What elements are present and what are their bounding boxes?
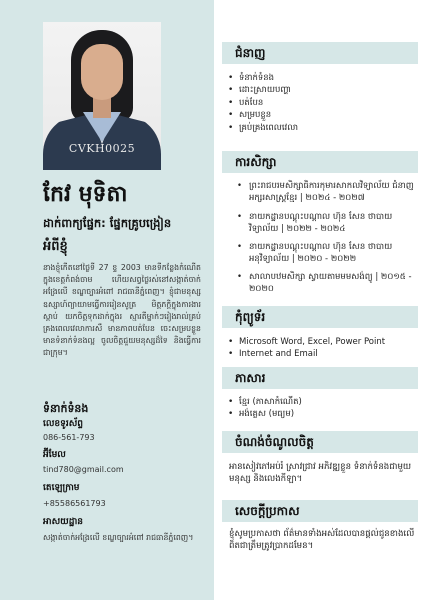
skills-heading: ជំនាញ [222, 42, 418, 64]
list-item: • សម្របខ្លួន [227, 109, 417, 121]
education-heading: ការសិក្សា [222, 151, 418, 173]
profile-photo [43, 22, 161, 170]
education-item: • សាលាបឋមសិក្សា ស្វាយតាមមមសង់ព្យូ | ២០១៥ - ២០២០ [237, 271, 415, 295]
list-item: • ទំនាក់ទំនង [227, 72, 417, 84]
list-item: • ខ្មែរ (ភាសាកំណើត) [227, 396, 417, 408]
education-item: • នាយកដ្ឋានបណ្តុះបណ្តាល ហ៊ុន សែន ថាបាយ អនុវិទ្យាល័យ | ២០២០ - ២០២២ [237, 241, 415, 265]
about-heading: អំពីខ្ញុំ [43, 239, 68, 254]
education-item: • ព្រះរាជបរមសិក្សាធិការកុមារសាកលវិទ្យាល័យ ជំនាញអក្សរសាស្ត្រខ្មែរ | ២០២៤ - ២០២៧ [237, 180, 415, 204]
education-item: • នាយកដ្ឋានបណ្តុះបណ្តាល ហ៊ុន សែន ថាបាយ វិទ្យាល័យ | ២០២២ - ២០២៤ [237, 211, 415, 235]
about-text: នាងខ្ញុំកើតនៅថ្ងៃទី 27 ខ្ទ 2003 មានទីកន្លែងកំណើតក្នុងខេត្តកំពង់ចាម ហើយសព្វថ្ងៃរស់នៅសង្កាត់ចាក់អង្រែលើ ខណ្ឌច្បារអំពៅ រាជធានីភ្នំពេញ។ ខ្ញុំជាមនុស្សឧស្សាហ៍ព្យាយាមធ្វើការរៀនសូត្រ មិត្តភក្តិក្នុងការងារ ស្តាប់ យកចិត្តទុកដាក់ក្នុងរ ស្មារតីម្នាក់ៗរៀងរាល់គ្រប់គ្រងពេលវេលាការសឹ មានភាពបត់បែន ចេះសម្របខ្លួន មានទំនាក់ទំនងល្អ ចូលចិត្តជួយមនុស្សដ៏ទៃ និងធ្វើការជាក្រុម។ [43, 263, 201, 358]
email-label: អ៊ីមែល [43, 450, 66, 460]
phone-value: 086-561-793 [43, 433, 95, 442]
applied-position: ដាក់ពាក្យផ្នែក: ផ្នែកគ្រូបង្រៀន [43, 216, 172, 230]
photo-watermark: CVKH0025 [68, 142, 136, 155]
contact-heading: ទំនាក់ទំនង [43, 402, 89, 415]
person-name: កែវ មុទិតា [43, 182, 128, 207]
address-label: អាសយដ្ឋាន [43, 517, 83, 527]
telegram-label: តេឡេក្រាម [43, 483, 80, 493]
list-item: • គ្រប់គ្រងពេលវេលា [227, 122, 417, 134]
list-item: • អង់គ្លេស (មធ្យម) [227, 408, 417, 420]
computer-list [227, 336, 417, 361]
telegram-value: +85586561793 [43, 499, 106, 508]
address-value: សង្កាត់ចាក់អង្រែលើ ខណ្ឌច្បារអំពៅ រាជធានីភ្នំពេញ។ [43, 533, 194, 542]
computer-heading: កុំព្យូទ័រ [222, 306, 418, 328]
skills-list [227, 72, 417, 134]
list-item: • ដោះស្រាយបញ្ហា [227, 84, 417, 96]
declaration-heading: សេចក្តីប្រកាស [222, 500, 418, 522]
list-item: • បត់បែន [227, 97, 417, 109]
languages-list [227, 396, 417, 421]
languages-heading: ភាសារ [222, 367, 418, 389]
list-item: • Internet and Email [227, 348, 417, 360]
hobbies-text: អានសៀវភៅអប់រំ ស្រាវជ្រាវ អភិវឌ្ឍខ្លួន ទំនាក់ទំនងជាមួយមនុស្ស និងលេងកីឡា។ [229, 462, 412, 484]
declaration-text: ខ្ញុំសូមប្រកាសថា ព័ត៌មានទាំងអស់ដែលបានផ្តល់ជូនខាងលើពិតជាត្រឹមត្រូវប្រាកដមែន។ [229, 529, 415, 551]
phone-label: លេខទូរស័ព្ទ [43, 419, 83, 429]
hobbies-heading: ចំណង់ចំណូលចិត្ត [222, 431, 418, 453]
email-value: tind780@gmail.com [43, 465, 124, 474]
list-item: • Microsoft Word, Excel, Power Point [227, 336, 417, 348]
